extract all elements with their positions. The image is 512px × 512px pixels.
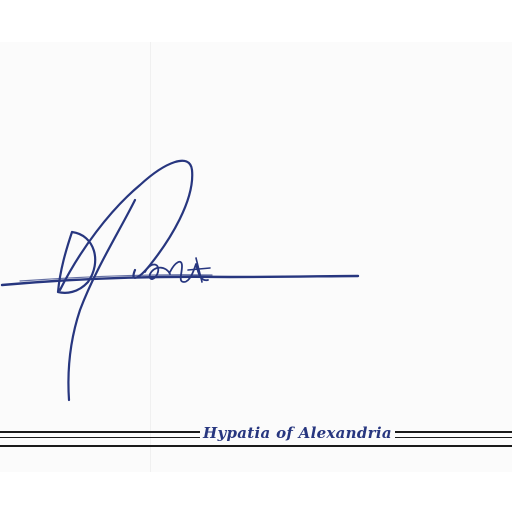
signature-line-bottom — [0, 445, 512, 447]
signer-name: Hypatia of Alexandria — [200, 424, 395, 442]
